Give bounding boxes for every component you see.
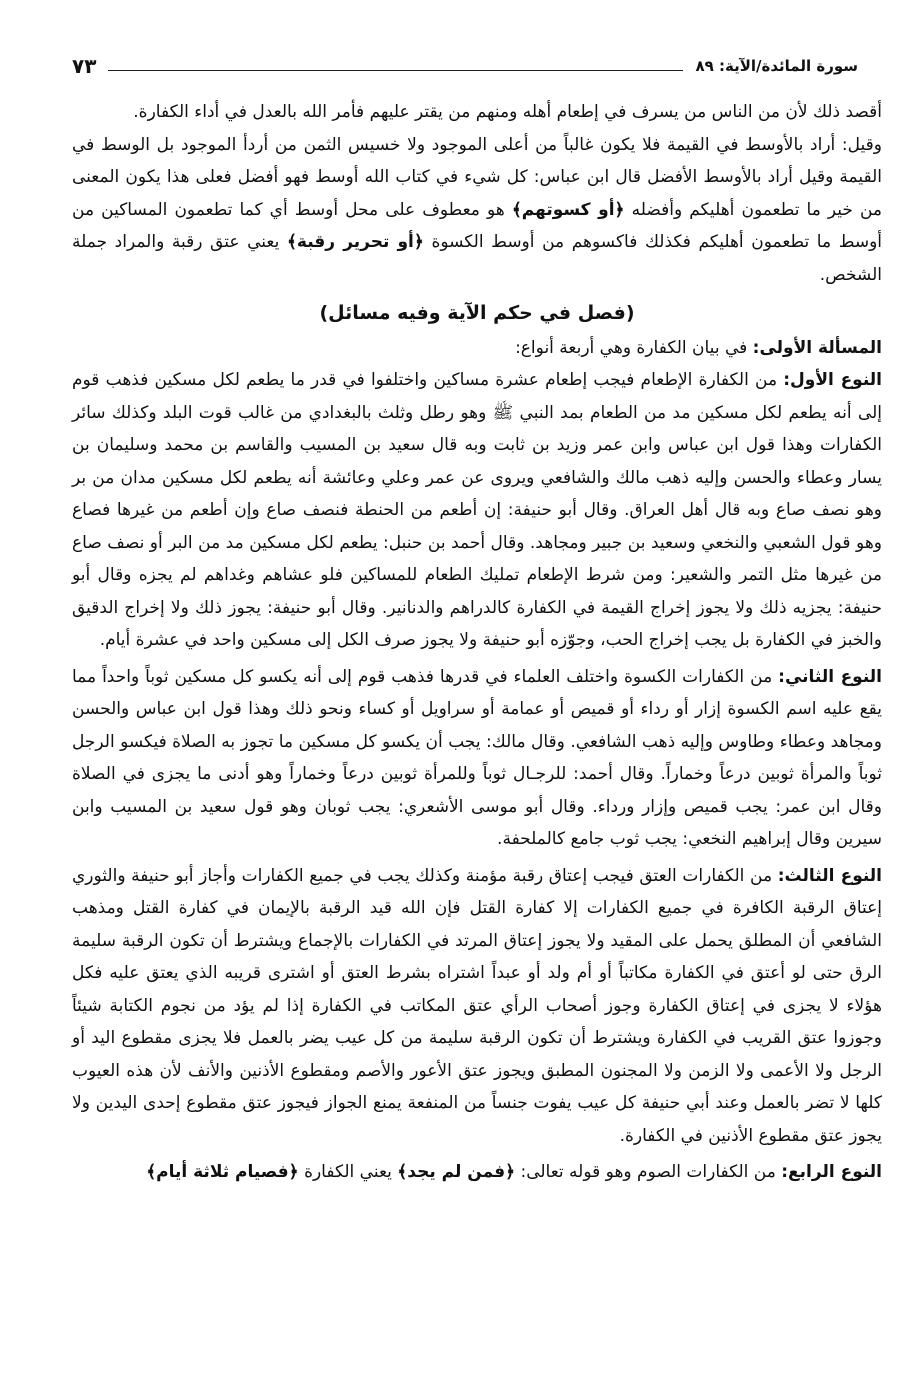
running-title: سورة المائدة/الآية: ٨٩ xyxy=(695,57,858,75)
type-two-paragraph xyxy=(72,661,882,856)
quran-quote-not-find: ﴿فمن لم يجد﴾ xyxy=(397,1162,516,1182)
type-three-paragraph xyxy=(72,860,882,1153)
type-three-text: من الكفارات العتق فيجب إعتاق رقبة مؤمنة وكذلك يجب في جميع الكفارات وأجاز أبو حنيفة والثوري إعتاق الرقبة الكافرة في جميع الكفارات إلا كفارة القتل فإن الله قيد الرقبة بالإيمان في كفارة القتل ومذهب الشافعي أن المطلق يحمل على المقيد ولا يجوز إعتاق المرتد في الكفارات بالإجماع ويشترط أن تكون الرقبة سليمة الرق حتى لو أعتق في الكفارة مكاتباً أو أم ولد أو عبداً اشتراه بشرط العتق أو اشترى قريبه الذي يعتق عليه فكل هؤلاء لا يجزى في إعتاق الكفارة وجوز أصحاب الرأي عتق المكاتب في الكفارة إذا لم يؤد من نجوم الكتابة شيئاً وجوزوا عتق القريب في الكفارة ويشترط أن تكون الرقبة سليمة من كل عيب يضر بالعمل فلا يجزى مقطوع اليد أو الرجل ولا الأعمى ولا الزمن ولا المجنون المطبق ويجوز عتق الأعور والأصم ومقطوع الأذنين والأنف لأن هذه العيوب كلها لا تضر بالعمل وعند أبي حنيفة كل عيب يفوت جنساً من المنفعة يمنع الجواز فيجوز عتق مقطوع إحدى اليدين ولا يجوز عتق مقطوع الأذنين في الكفارة. xyxy=(72,865,882,1146)
type-four-text-a: من الكفارات الصوم وهو قوله تعالى: xyxy=(520,1162,776,1182)
page-body xyxy=(72,96,882,1189)
quran-quote-clothing: ﴿أو كسوتهم﴾ xyxy=(511,199,625,220)
type-three-label: النوع الثالث: xyxy=(777,865,882,886)
type-one-label: النوع الأول: xyxy=(783,370,882,390)
page-number: ٧٣ xyxy=(72,54,97,78)
issue-one-text: في بيان الكفارة وهي أربعة أنواع: xyxy=(515,337,748,358)
type-one-text: من الكفارة الإطعام فيجب إطعام عشرة مساكين واختلفوا في قدر ما يطعم لكل مسكين فذهب قوم إلى أنه يطعم لكل مسكين مد من الطعام بمد النبي ﷺ وهو رطل وثلث بالبغدادي من غالب قوت البلد وكذلك سائر الكفارات وهذا قول ابن عباس وابن عمر وزيد بن ثابت وبه قال سعيد بن المسيب والقاسم بن محمد وسليمان بن يسار وعطاء والحسن وإليه ذهب مالك والشافعي ويروى عن عمر وعلي وعائشة أنه يطعم لكل مسكين مدان من بر وهو نصف صاع وبه قال أهل العراق. وقال أبو حنيفة: إن أطعم من الحنطة فنصف صاع وإن أطعم من غيرها فصاع وهو قول الشعبي والنخعي وسعيد بن جبير ومجاهد. وقال أحمد بن حنبل: يطعم لكل مسكين مد من البر أو نصف صاع من غيرها مثل التمر والشعير: ومن شرط الإطعام تمليك الطعام للمساكين فلو عشاهم وغداهم لم يجزه وقال أبو حنيفة: يجزيه ذلك ولا يجوز إخراج القيمة في الكفارة كالدراهم والدنانير. وقال أبو حنيفة: يجوز ذلك ولا إخراج الدقيق والخبز في الكفارة بل يجب إخراج الحب، وجوّزه أبو حنيفة ولا يجوز صرف الكل إلى مسكين واحد في عشرة أيام. xyxy=(72,370,882,650)
quran-quote-fasting: ﴿فصيام ثلاثة أيام﴾ xyxy=(146,1162,299,1182)
type-two-label: النوع الثاني: xyxy=(778,666,882,687)
type-four-text-b: يعني الكفارة xyxy=(304,1162,392,1182)
issue-one xyxy=(72,332,882,365)
type-four-label: النوع الرابع: xyxy=(781,1162,882,1182)
type-two-text: من الكفارات الكسوة واختلف العلماء في قدرها فذهب قوم إلى أنه يكسو كل مسكين ثوباً واحداً مما يقع عليه اسم الكسوة إزار أو رداء أو قميص أو عمامة أو سراويل أو كساء ونحو ذلك وهذا قول ابن عباس والحسن ومجاهد وعطاء وطاوس وإليه ذهب الشافعي. وقال مالك: يجب أن يكسو كل مسكين ما تجوز به الصلاة فيكسو الرجل ثوباً والمرأة ثوبين درعاً وخماراً. وقال أحمد: للرجـال ثوباً وللمرأة ثوبين درعاً وخماراً وهو أدنى ما يجزى في الصلاة وقال ابن عمر: يجب قميص وإزار ورداء. وقال أبو موسى الأشعري: يجب ثوبان وهو قول سعيد بن المسيب وابن سيرين وقال إبراهيم النخعي: يجب ثوب جامع كالملحفة. xyxy=(72,666,882,849)
page-header xyxy=(72,48,858,84)
intro-text-c: يعني عتق رقبة والمراد جملة الشخص. xyxy=(72,232,882,285)
intro-text-a: وقيل: أراد بالأوسط في القيمة فلا يكون غالباً من أعلى الموجود ولا خسيس الثمن من أردأ الموجود بل الوسط في القيمة وقيل أراد بالأوسط الأفضل قال ابن عباس: كل شيء في كتاب الله أوسط فهو أفضل فعلى هذا يكون المعنى من خير ما تطعمون أهليكم وأفضله xyxy=(72,134,883,220)
type-four-paragraph xyxy=(72,1156,882,1189)
intro-paragraph-2 xyxy=(72,129,882,292)
quran-quote-freeing: ﴿أو تحرير رقبة﴾ xyxy=(286,232,424,252)
intro-text-b: هو معطوف على محل أوسط أي كما تطعمون المساكين من أوسط ما تطعمون أهليكم فكذلك فاكسوهم من أوسط الكسوة xyxy=(72,199,883,252)
issue-one-label: المسألة الأولى: xyxy=(752,337,882,358)
header-rule xyxy=(108,70,683,71)
section-title: (فصل في حكم الآية وفيه مسائل) xyxy=(319,302,635,324)
type-one-paragraph xyxy=(72,364,882,657)
intro-paragraph-1: أقصد ذلك لأن من الناس من يسرف في إطعام أهله ومنهم من يقتر عليهم فأمر الله بالعدل في أداء الكفارة. xyxy=(133,102,882,122)
